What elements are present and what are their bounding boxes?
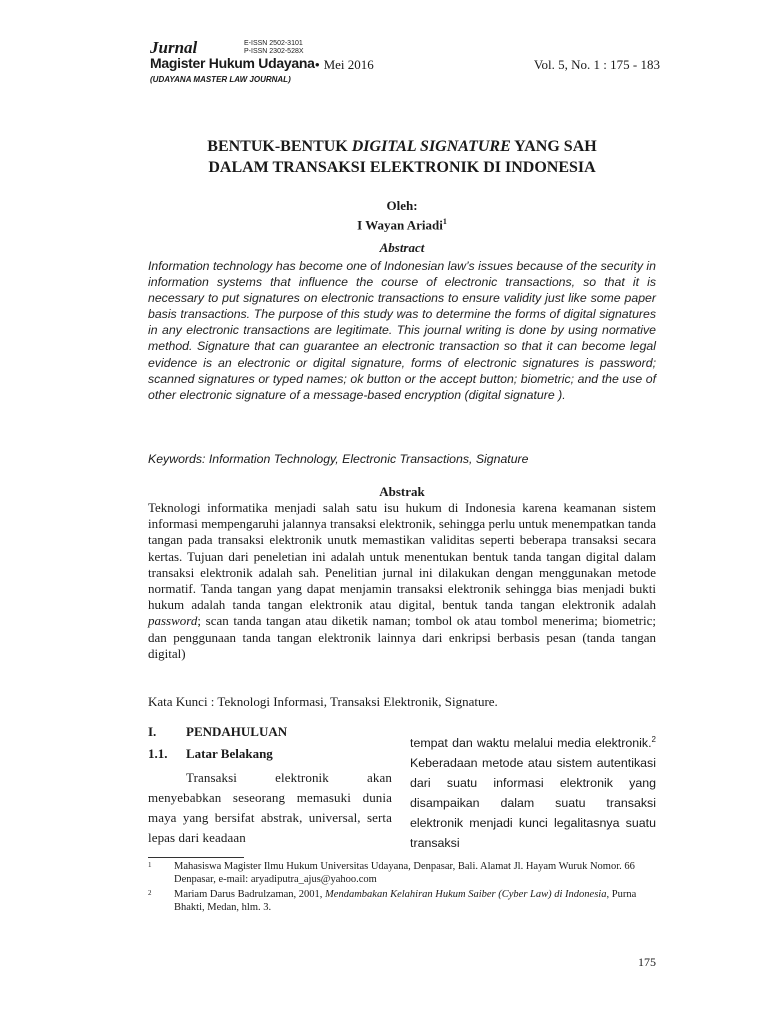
section-number: I.: [148, 724, 157, 739]
abstrak-heading: Abstrak: [379, 484, 425, 499]
footnote-2: [148, 889, 658, 914]
body-column-right: [410, 730, 656, 853]
title-line-2: DALAM TRANSAKSI ELEKTRONIK DI INDONESIA: [208, 159, 596, 176]
footnote-rule: [148, 857, 244, 858]
body-paragraph-left: Transaksi elektronik akan menyebabkan seseorang memasuki dunia maya yang bersifat abstrak, universal, serta lepas dari keadaan: [148, 770, 392, 845]
footnotes: [148, 861, 658, 917]
right-part-b: Keberadaan metode atau sistem autentikasi dari suatu informasi elektronik yang disampaikan dalam suatu transaksi elektronik menjadi kunci legalitasnya suatu transaksi: [410, 756, 656, 851]
author: [148, 217, 656, 233]
subsection-number: 1.1.: [148, 746, 168, 761]
subsection-heading: [148, 746, 392, 768]
volume-info: Vol. 5, No. 1 : 175 - 183: [533, 57, 660, 72]
abstrak-text: [148, 500, 656, 662]
journal-name: Magister Hukum Udayana: [150, 55, 315, 71]
section-title: PENDAHULUAN: [186, 724, 288, 739]
issn-block: [244, 40, 304, 56]
footnote-1-mark: 1: [148, 861, 152, 869]
title-part-c: YANG SAH: [510, 138, 597, 155]
footnote-2-italic: Mendambakan Kelahiran Hukum Saiber (Cyber Law) di Indonesia: [325, 889, 607, 900]
issn-print: P-ISSN 2302-528X: [244, 48, 304, 55]
title-part-a: BENTUK-BENTUK: [207, 138, 352, 155]
footnote-2-part-b: , Purna Bhakti, Medan, hlm. 3.: [174, 889, 637, 913]
author-name: I Wayan Ariadi: [357, 217, 443, 233]
journal-word: Jurnal: [150, 38, 198, 57]
abstrak-part-a: Teknologi informatika menjadi salah satu isu hukum di Indonesia karena keamanan sistem informasi mempengaruhi jalannya transaksi elektronik, sehingga perlu untuk menempatkan tanda tangan pada transaksi elektronik unutk memastikan validitas seperti beberapa transaksi secara kertas. Tujuan dari peneletian ini adalah untuk menentukan bentuk tanda tangan digital dalam transaksi elektronik adalah sah. Penelitian jurnal ini dilakukan dengan menggunakan metode normatif. Tanda tangan yang dapat menjamin transaksi elektronik sehingga bias menjadi bukti hukum adalah tanda tangan elektronik atau digital, bentuk tanda tangan elektronik adalah: [148, 500, 656, 613]
issue-date: [315, 57, 374, 73]
author-footnote-mark[interactable]: 1: [442, 217, 447, 226]
issn-electronic: E-ISSN 2502-3101: [244, 40, 303, 47]
abstract-text: Information technology has become one of Indonesian law’s issues because of the security in information systems that influence the course of electronic transactions, so that it is necessary to put signatures on electronic transactions to ensure validity just like some paper basis transactions. The purpose of this study was to determine the forms of digital signatures in any electronic transactions are legitimate. This journal writing is done by using normative method. Signature that can guarantee an electronic transaction so that it can become legal evidence is an electronic or digital signature, forms of electronic signatures is password; scanned signatures or typed names; ok button or the accept button; biometric; and the use of other electronic signature of a message-based encryption (digital signature ).: [148, 259, 656, 402]
subsection-title: Latar Belakang: [186, 746, 273, 761]
footnote-1-text: Mahasiswa Magister Ilmu Hukum Universitas Udayana, Denpasar, Bali. Alamat Jl. Hayam Wuruk Nomor. 66 Denpasar, e-mail: aryadiputra_ajus@yahoo.com: [174, 861, 635, 885]
abstract-heading: Abstract: [379, 240, 425, 255]
footnote-1: [148, 861, 658, 886]
right-part-a: tempat dan waktu melalui media elektronik.: [410, 736, 652, 751]
by-label: Oleh:: [386, 198, 418, 213]
kata-kunci: Kata Kunci : Teknologi Informasi, Transaksi Elektronik, Signature.: [148, 694, 498, 709]
issue-date-text: Mei 2016: [323, 57, 374, 72]
page-number: 175: [638, 955, 656, 969]
footnote-2-mark: 2: [148, 889, 152, 897]
body-column-left: [148, 724, 392, 861]
journal-header: [150, 38, 660, 88]
journal-subtitle: (UDAYANA MASTER LAW JOURNAL): [150, 75, 291, 84]
paper-title: [148, 136, 656, 178]
title-part-italic: DIGITAL SIGNATURE: [351, 138, 511, 155]
keywords: Keywords: Information Technology, Electronic Transactions, Signature: [148, 452, 529, 466]
footnote-mark-2[interactable]: 2: [651, 735, 656, 744]
title-line-1: [148, 136, 656, 157]
abstrak-italic: password: [148, 613, 198, 629]
section-heading: [148, 724, 392, 746]
footnote-2-part-a: Mariam Darus Badrulzaman, 2001,: [174, 889, 326, 900]
abstrak-part-b: ; scan tanda tangan atau diketik naman; tombol ok atau tombol menerima; biometric; dan penggunaan tanda tangan elektronik lainnya dari enkripsi berbasis pesan (tanda tangan digital): [148, 613, 656, 661]
bullet: •: [315, 57, 320, 72]
